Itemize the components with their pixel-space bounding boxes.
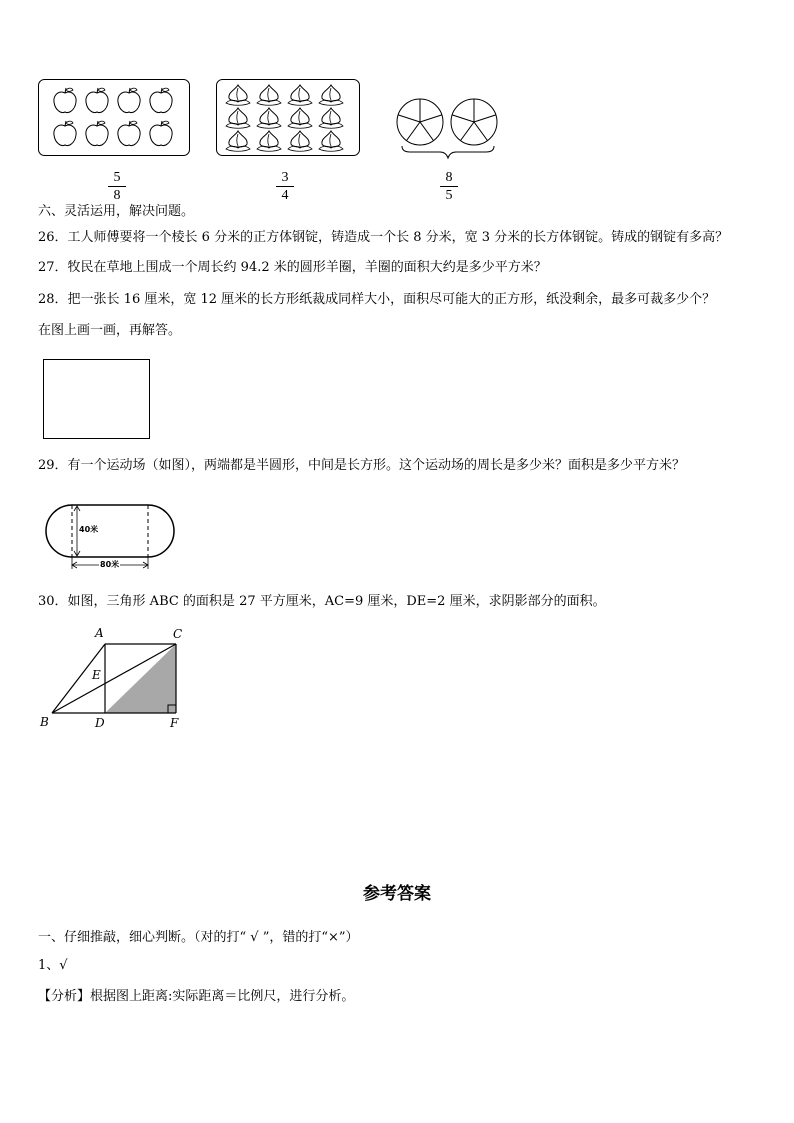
apple-icon bbox=[150, 88, 172, 113]
apples-figure bbox=[38, 79, 190, 157]
answer-1-analysis: 【分析】根据图上距离:实际距离＝比例尺，进行分析。 bbox=[38, 989, 355, 1004]
apple-icon bbox=[118, 121, 140, 146]
question-28-line2: 在图上画一画，再解答。 bbox=[38, 323, 182, 338]
peach-icon bbox=[288, 85, 312, 105]
numerator: 5 bbox=[113, 170, 121, 185]
peach-icon bbox=[226, 131, 250, 151]
question-28-line1: 28．把一张长 16 厘米，宽 12 厘米的长方形纸裁成同样大小，面积尽可能大的正方形，纸没剩余，最多可裁多少个？ bbox=[38, 292, 716, 307]
pie-circle-icon bbox=[451, 99, 497, 145]
answer-title: 参考答案 bbox=[363, 884, 431, 904]
peach-icon bbox=[226, 108, 250, 128]
peach-icon bbox=[319, 131, 343, 151]
question-30: 30．如图，三角形 ABC 的面积是 27 平方厘米，AC=9 厘米，DE=2 厘米，求阴影部分的面积。 bbox=[38, 594, 606, 609]
numerator: 3 bbox=[281, 170, 289, 185]
question-29: 29．有一个运动场（如图），两端都是半圆形，中间是长方形。这个运动场的周长是多少米？面积是多少平方米？ bbox=[38, 458, 686, 473]
apple-icon bbox=[118, 88, 140, 113]
apple-icon bbox=[54, 121, 76, 146]
denominator: 5 bbox=[445, 188, 453, 203]
pie-circle-icon bbox=[397, 99, 443, 145]
peach-icon bbox=[226, 85, 250, 105]
peaches-figure bbox=[216, 79, 360, 157]
denominator: 4 bbox=[281, 188, 289, 203]
peach-icon bbox=[257, 85, 281, 105]
apple-icon bbox=[86, 121, 108, 146]
label-E: E bbox=[92, 668, 101, 682]
numerator: 8 bbox=[445, 170, 453, 185]
apple-icon bbox=[86, 88, 108, 113]
apple-icon bbox=[54, 88, 76, 113]
peach-icon bbox=[257, 131, 281, 151]
answer-1: 1、√ bbox=[38, 958, 68, 973]
apple-icon bbox=[150, 121, 172, 146]
label-A: A bbox=[95, 626, 104, 640]
peach-icon bbox=[257, 108, 281, 128]
fraction-apples bbox=[105, 170, 129, 203]
track-height-label: 40米 bbox=[79, 525, 99, 534]
question-27: 27．牧民在草地上围成一个周长约 94.2 米的圆形羊圈，羊圈的面积大约是多少平方米？ bbox=[38, 260, 547, 275]
fraction-pies bbox=[437, 170, 461, 203]
denominator: 8 bbox=[113, 188, 121, 203]
label-D: D bbox=[95, 716, 105, 730]
pie-circles-figure bbox=[394, 96, 504, 162]
peach-icon bbox=[288, 108, 312, 128]
section6-title: 六、灵活运用，解决问题。 bbox=[38, 204, 195, 219]
answer-section1: 一、仔细推敲，细心判断。（对的打“ √ ”，错的打“×”） bbox=[38, 930, 359, 945]
label-F: F bbox=[170, 716, 179, 730]
label-C: C bbox=[173, 627, 183, 641]
paper-rectangle bbox=[43, 359, 150, 439]
track-length-label: 80米 bbox=[100, 560, 120, 569]
peach-icon bbox=[288, 131, 312, 151]
peach-icon bbox=[319, 108, 343, 128]
peach-icon bbox=[319, 85, 343, 105]
question-26: 26．工人师傅要将一个棱长 6 分米的正方体钢锭，铸造成一个长 8 分米，宽 3 分米的长方体钢锭。铸成的钢锭有多高？ bbox=[38, 230, 729, 245]
fraction-peaches bbox=[273, 170, 297, 203]
label-B: B bbox=[40, 715, 49, 729]
